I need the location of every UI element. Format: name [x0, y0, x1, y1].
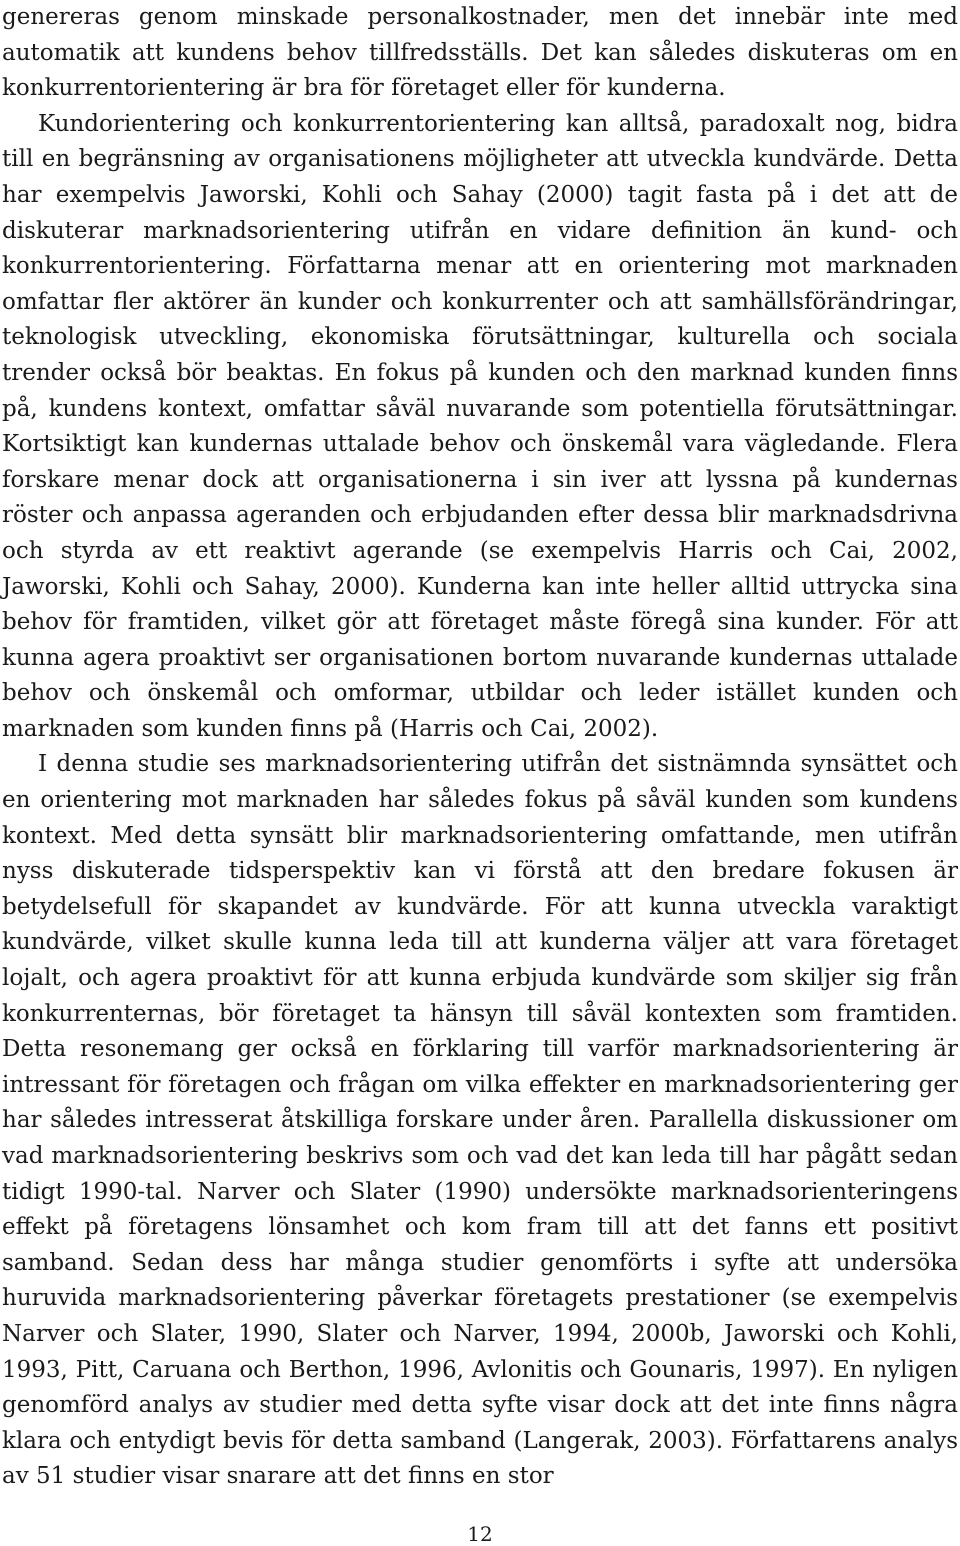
- body-text: [2, 0, 958, 1495]
- paragraph-studie: I denna studie ses marknadsorientering utifrån det sistnämnda synsättet och en orientering mot marknaden har således fokus på såväl kunden som kundens kontext. Med detta synsätt blir marknadsorientering omfattande, men utifrån nyss diskuterade tidsperspektiv kan vi förstå att den bredare fokusen är betydelsefull för skapandet av kundvärde. För att kunna utveckla varaktigt kundvärde, vilket skulle kunna leda till att kunderna väljer att vara företaget lojalt, och agera proaktivt för att kunna erbjuda kundvärde som skiljer sig från konkurrenternas, bör företaget ta hänsyn till såväl kontexten som framtiden. Detta resonemang ger också en förklaring till varför marknadsorientering är intressant för företagen och frågan om vilka effekter en marknadsorientering ger har således intresserat åtskilliga forskare under åren. Parallella diskussioner om vad marknadsorientering beskrivs som och vad det kan leda till har pågått sedan tidigt 1990-tal. Narver och Slater (1990) undersökte marknadsorienteringens effekt på företagens lönsamhet och kom fram till att det fanns ett positivt samband. Sedan dess har många studier genomförts i syfte att undersöka huruvida marknadsorientering påverkar företagets prestationer (se exempelvis Narver och Slater, 1990, Slater och Narver, 1994, 2000b, Jaworski och Kohli, 1993, Pitt, Caruana och Berthon, 1996, Avlonitis och Gounaris, 1997). En nyligen genomförd analys av studier med detta syfte visar dock att det inte finns några klara och entydigt bevis för detta samband (Langerak, 2003). Författarens analys av 51 studier visar snarare att det finns en stor: [2, 751, 958, 1490]
- paragraph-kundorientering: Kundorientering och konkurrentorientering kan alltså, paradoxalt nog, bidra till en begränsning av organisationens möjligheter att utveckla kundvärde. Detta har exempelvis Jaworski, Kohli och Sahay (2000) tagit fasta på i det att de diskuterar marknadsorientering utifrån en vidare definition än kund- och konkurrentorientering. Författarna menar att en orientering mot marknaden omfattar fler aktörer än kunder och konkurrenter och att samhällsförändringar, teknologisk utveckling, ekonomiska förutsättningar, kulturella och sociala trender också bör beaktas. En fokus på kunden och den marknad kunden finns på, kundens kontext, omfattar såväl nuvarande som potentiella förutsättningar. Kortsiktigt kan kundernas uttalade behov och önskemål vara vägledande. Flera forskare menar dock att organisationerna i sin iver att lyssna på kundernas röster och anpassa ageranden och erbjudanden efter dessa blir marknadsdrivna och styrda av ett reaktivt agerande (se exempelvis Harris och Cai, 2002, Jaworski, Kohli och Sahay, 2000). Kunderna kan inte heller alltid uttrycka sina behov för framtiden, vilket gör att företaget måste föregå sina kunder. För att kunna agera proaktivt ser organisationen bortom nuvarande kundernas uttalade behov och önskemål och omformar, utbildar och leder istället kunden och marknaden som kunden finns på (Harris och Cai, 2002).: [2, 110, 958, 742]
- page-number: 12: [467, 1522, 493, 1546]
- paragraph-continuation: genereras genom minskade personalkostnader, men det innebär inte med automatik att kundens behov tillfredsställs. Det kan således diskuteras om en konkurrentorientering är bra för företaget eller för kunderna.: [2, 4, 958, 102]
